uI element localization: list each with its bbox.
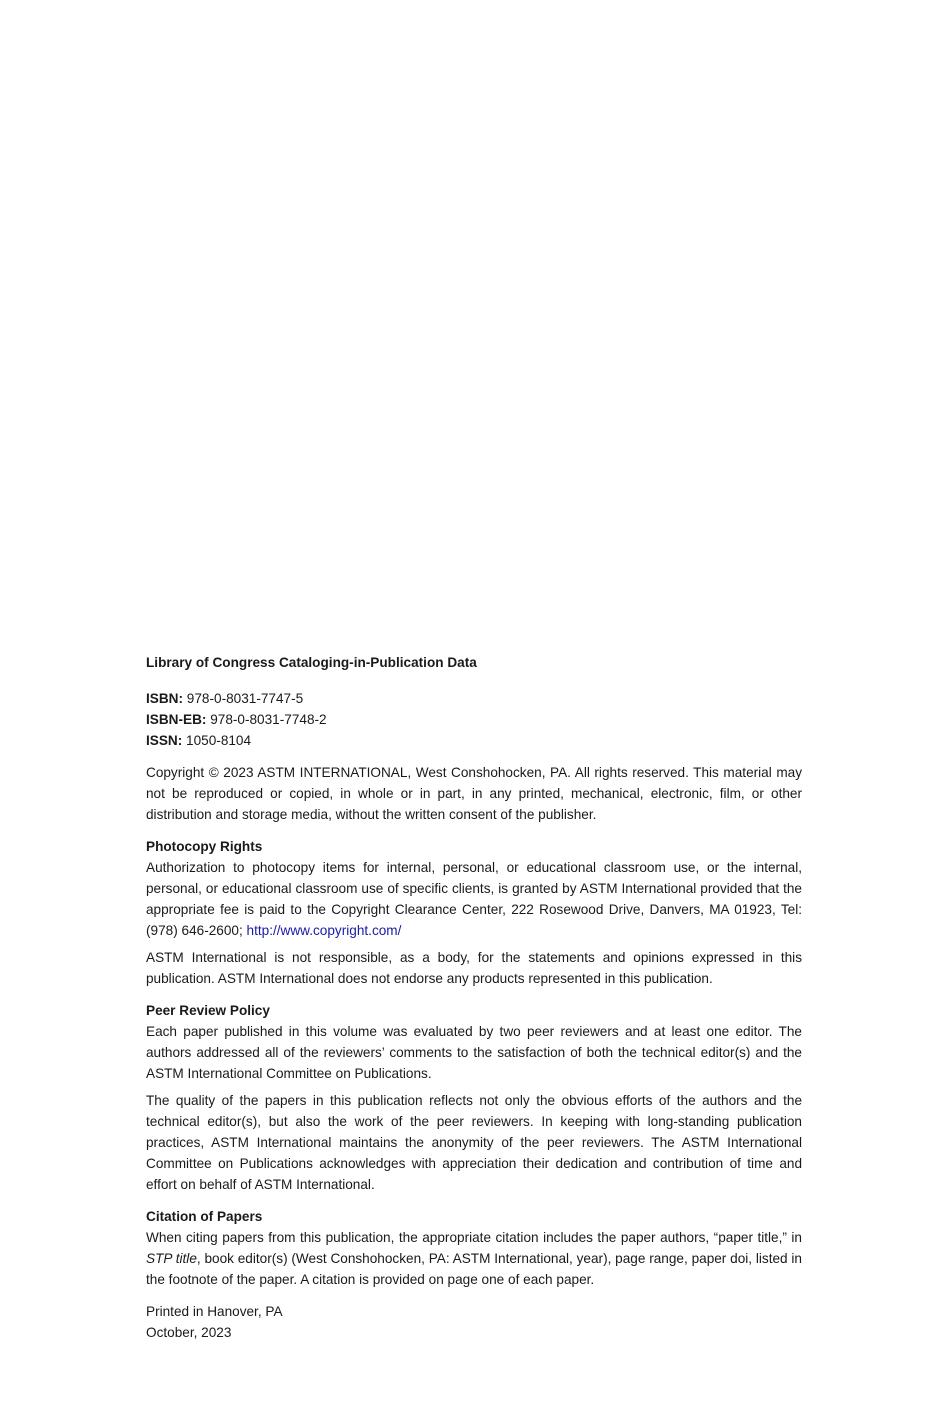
cip-heading: Library of Congress Cataloging-in-Publication Data [146, 655, 477, 670]
copyright-notice: Copyright © 2023 ASTM INTERNATIONAL, West Conshohocken, PA. All rights reserved. This material may not be reproduced or copied, in whole or in part, in any printed, mechanical, electronic, film, or other distribution and storage media, without the written consent of the publisher. [146, 765, 802, 822]
peer-review-heading: Peer Review Policy [146, 1003, 270, 1018]
peer-review-paragraph-2: The quality of the papers in this publication reflects not only the obvious efforts of the authors and the technical editor(s), but also the work of the peer reviewers. In keeping with long-standing publication practices, ASTM International maintains the anonymity of the peer reviewers. The ASTM International Committee on Publications acknowledges with appreciation their dedication and contribution of time and effort on behalf of ASTM International. [146, 1093, 802, 1192]
isbn-eb-line [146, 709, 802, 730]
photocopy-paragraph [146, 857, 802, 941]
disclaimer-paragraph: ASTM International is not responsible, as a body, for the statements and opinions expressed in this publication. ASTM International does not endorse any products represented in this publication. [146, 950, 802, 986]
copyright-page [146, 652, 802, 1343]
citation-paragraph [146, 1227, 802, 1290]
citation-text-after: , book editor(s) (West Conshohocken, PA: ASTM International, year), page range, paper doi, listed in the footnote of the paper. A citation is provided on page one of each paper. [146, 1251, 802, 1287]
printing-info [146, 1301, 802, 1343]
identifiers-block [146, 688, 802, 751]
citation-stp-title: STP title [146, 1251, 197, 1266]
isbn-label: ISBN: [146, 691, 184, 706]
citation-text-before: When citing papers from this publication, the appropriate citation includes the paper authors, “paper title,” in [146, 1230, 802, 1245]
printed-date: October, 2023 [146, 1325, 232, 1340]
citation-heading: Citation of Papers [146, 1209, 263, 1224]
photocopy-heading: Photocopy Rights [146, 839, 263, 854]
isbn-eb-value: 978-0-8031-7748-2 [210, 712, 327, 727]
issn-label: ISSN: [146, 733, 183, 748]
issn-value: 1050-8104 [186, 733, 252, 748]
isbn-value: 978-0-8031-7747-5 [186, 691, 304, 706]
peer-review-paragraph-1: Each paper published in this volume was evaluated by two peer reviewers and at least one editor. The authors addressed all of the reviewers’ comments to the satisfaction of both the technical editor(s) and the ASTM International Committee on Publications. [146, 1024, 802, 1081]
copyright-link[interactable]: http://www.copyright.com/ [246, 923, 402, 938]
isbn-eb-label: ISBN-EB: [146, 712, 207, 727]
isbn-line [146, 688, 802, 709]
printed-location: Printed in Hanover, PA [146, 1304, 283, 1319]
photocopy-text: Authorization to photocopy items for internal, personal, or educational classroom use, or the internal, personal, or educational classroom use of specific clients, is granted by ASTM International provided that the appropriate fee is paid to the Copyright Clearance Center, 222 Rosewood Drive, Danvers, MA 01923, Tel: (978) 646-2600; [146, 860, 802, 938]
issn-line [146, 730, 802, 751]
